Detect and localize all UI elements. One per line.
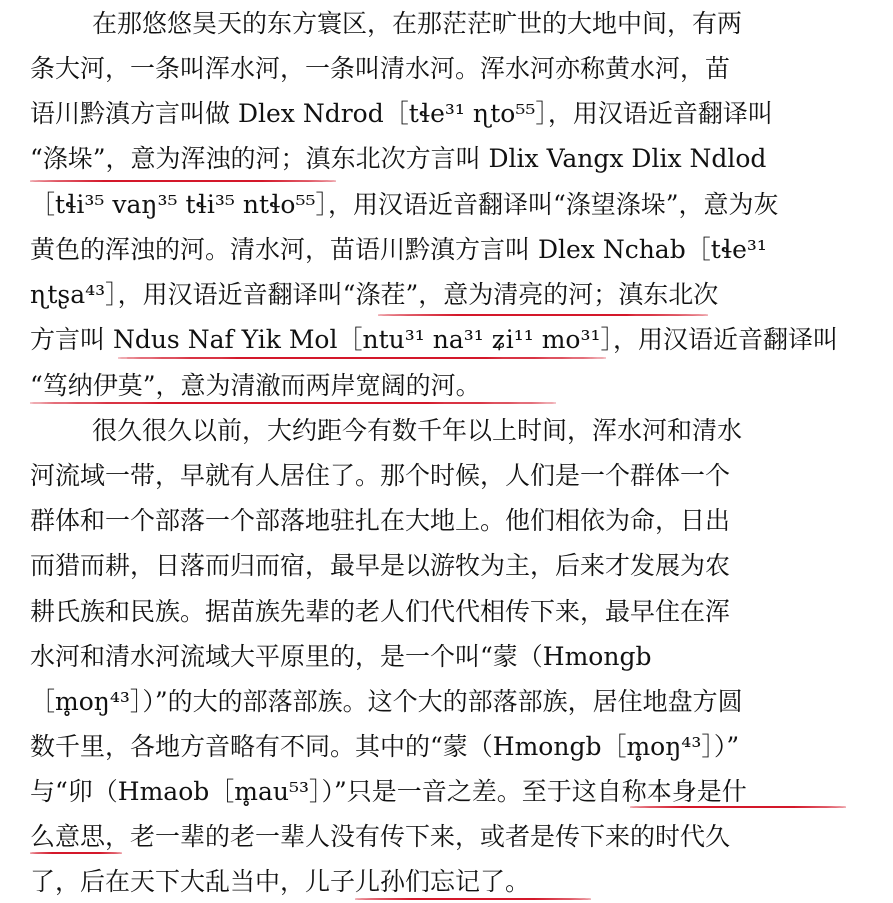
text-line bbox=[0, 546, 893, 586]
red-underline bbox=[30, 180, 336, 182]
line-text: 与“卯（Hmaob［m̥au⁵³］）”只是一音之差。至于这自称本身是什 bbox=[30, 777, 747, 806]
line-text: 水河和清水河流域大平原里的，是一个叫“蒙（Hmongb bbox=[30, 642, 652, 671]
text-line bbox=[0, 94, 893, 134]
red-underline bbox=[30, 402, 556, 404]
red-underline bbox=[118, 357, 606, 359]
text-line bbox=[0, 592, 893, 632]
line-text: 黄色的浑浊的河。清水河，苗语川黔滇方言叫 Dlex Nchab［tɬe³¹ bbox=[30, 235, 767, 264]
text-line bbox=[0, 366, 893, 406]
line-text: ［tɬi³⁵ vaŋ³⁵ tɬi³⁵ ntɬo⁵⁵］，用汉语近音翻译叫“涤望涤垛”，意为灰 bbox=[30, 190, 779, 219]
line-text: 么意思，老一辈的老一辈人没有传下来，或者是传下来的时代久 bbox=[30, 822, 731, 851]
text-line bbox=[0, 139, 893, 179]
line-text: “笃纳伊莫”，意为清澈而两岸宽阔的河。 bbox=[30, 371, 481, 400]
line-text: ［m̥oŋ⁴³］）”的大的部落部族。这个大的部落部族，居住地盘方圆 bbox=[30, 687, 743, 716]
line-text: 耕氏族和民族。据苗族先辈的老人们代代相传下来，最早住在浑 bbox=[30, 597, 731, 626]
line-text: 很久很久以前，大约距今有数千年以上时间，浑水河和清水 bbox=[92, 416, 743, 445]
text-line bbox=[0, 4, 893, 44]
text-line bbox=[0, 230, 893, 270]
line-text: 了，后在天下大乱当中，儿子儿孙们忘记了。 bbox=[30, 867, 531, 896]
text-line bbox=[0, 320, 893, 360]
text-line bbox=[0, 727, 893, 767]
text-line bbox=[0, 682, 893, 722]
line-text: ɳtʂa⁴³］，用汉语近音翻译叫“涤茬”，意为清亮的河；滇东北次 bbox=[30, 280, 719, 309]
line-text: 群体和一个部落一个部落地驻扎在大地上。他们相依为命，日出 bbox=[30, 506, 731, 535]
line-text: 而猎而耕，日落而归而宿，最早是以游牧为主，后来才发展为农 bbox=[30, 551, 731, 580]
line-text: 河流域一带，早就有人居住了。那个时候，人们是一个群体一个 bbox=[30, 461, 731, 490]
red-underline bbox=[355, 898, 591, 900]
red-underline bbox=[378, 314, 708, 316]
text-line bbox=[0, 637, 893, 677]
red-underline bbox=[630, 806, 846, 808]
text-line bbox=[0, 49, 893, 89]
line-text: 语川黔滇方言叫做 Dlex Ndrod［tɬe³¹ ɳto⁵⁵］，用汉语近音翻译叫 bbox=[30, 99, 773, 128]
red-underline bbox=[30, 852, 122, 854]
line-text: 数千里，各地方音略有不同。其中的“蒙（Hmongb［m̥oŋ⁴³］）” bbox=[30, 732, 740, 761]
line-text: 在那悠悠昊天的东方寰区，在那茫茫旷世的大地中间，有两 bbox=[92, 9, 743, 38]
text-line bbox=[0, 275, 893, 315]
line-text: 条大河，一条叫浑水河，一条叫清水河。浑水河亦称黄水河，苗 bbox=[30, 54, 731, 83]
text-line bbox=[0, 501, 893, 541]
text-line bbox=[0, 817, 893, 857]
text-line bbox=[0, 185, 893, 225]
text-line bbox=[0, 411, 893, 451]
line-text: 方言叫 Ndus Naf Yik Mol［ntu³¹ na³¹ ʑi¹¹ mo³¹］，用汉语近音翻译叫 bbox=[30, 325, 839, 354]
text-line bbox=[0, 862, 893, 902]
line-text: “涤垛”，意为浑浊的河；滇东北次方言叫 Dlix Vangx Dlix Ndlod bbox=[30, 144, 767, 173]
text-line bbox=[0, 456, 893, 496]
